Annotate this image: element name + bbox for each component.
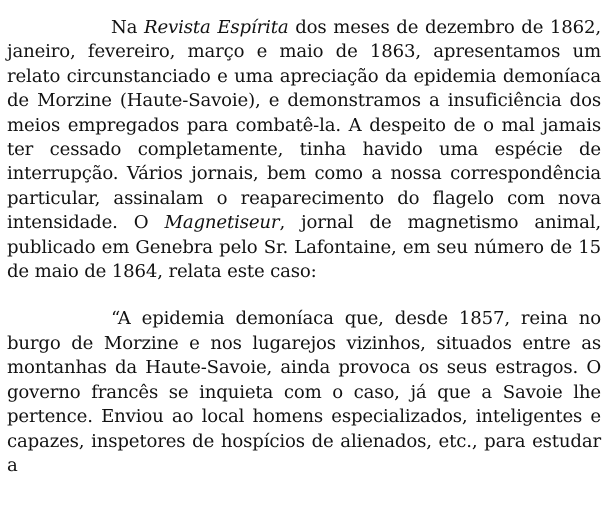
journal-title-revista-espirita: Revista Espírita: [144, 17, 289, 38]
paragraph-1: [7, 16, 601, 284]
paragraph-spacer: [7, 284, 601, 307]
paragraph-2-quote: [7, 307, 601, 478]
text-segment: dos meses de dezembro de 1862, janeiro, fevereiro, março e maio de 1863, apresentamos um relato circunstanciado e uma apreciação da epidemia demoníaca de Morzine (Haute-Savoie), e demonstramos a insuficiência dos meios empregados para combatê-la. A despeito de o mal jamais ter cessado completamente, tinha havido uma espécie de interrupção. Vários jornais, bem como a nossa correspondência particular, assinalam o reaparecimento do flagelo com nova intensidade. O: [7, 17, 601, 234]
journal-title-magnetiseur: Magnetiseur: [164, 212, 280, 234]
text-segment: , jornal de magnetismo animal, publicado em Genebra pelo Sr. Lafontaine, em seu número de 15 de maio de 1864, relata este caso:: [7, 212, 601, 283]
text-segment: Na: [111, 17, 145, 38]
document-page: [7, 16, 601, 478]
text-segment: “A epidemia demoníaca que, desde 1857, reina no burgo de Morzine e nos lugarejos vizinhos, situados entre as montanhas da Haute-Savoie, ainda provoca os seus estragos. O governo francês se inquieta com o caso, já que a Savoie lhe pertence. Enviou ao local homens especializados, inteligentes e capazes, inspetores de hospícios de alienados, etc., para estudar a: [7, 308, 601, 476]
